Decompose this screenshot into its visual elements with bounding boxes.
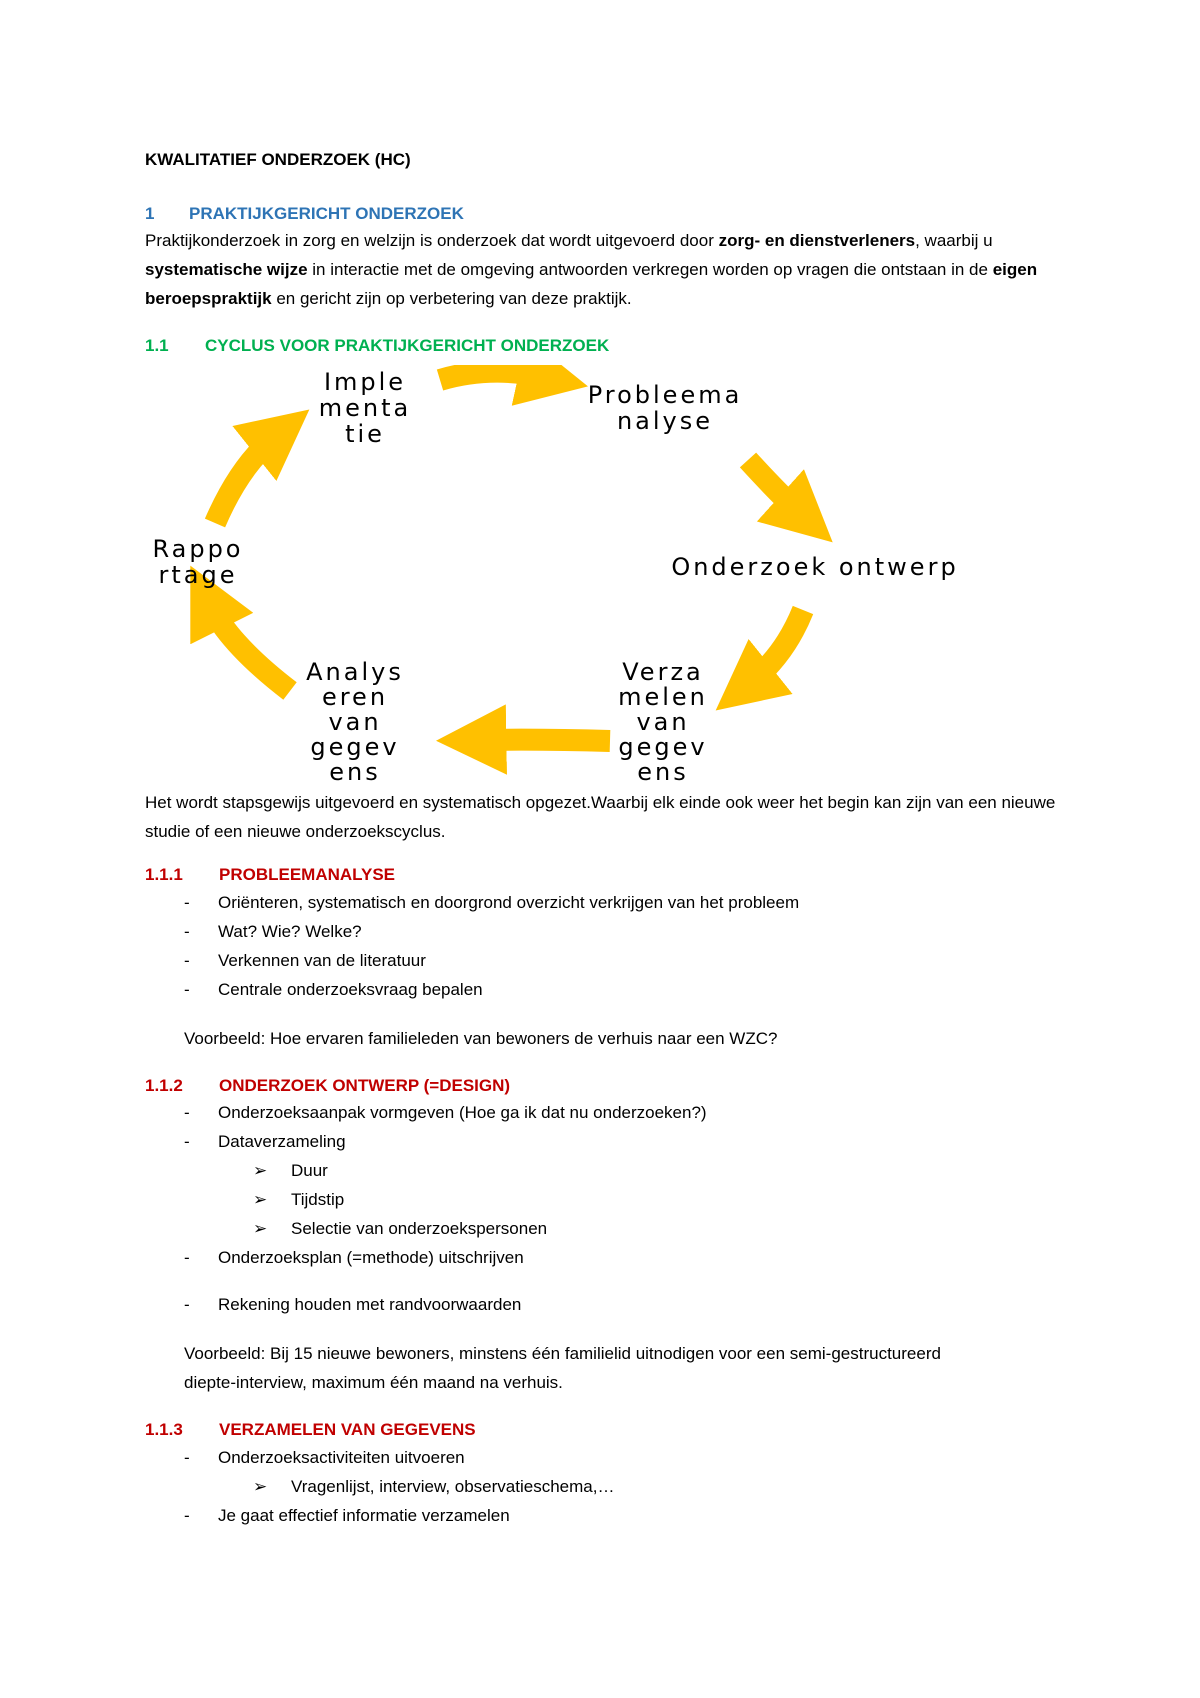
list-item (184, 917, 799, 946)
heading-text: PRAKTIJKGERICHT ONDERZOEK (189, 204, 464, 223)
sub-list-item-text: Vragenlijst, interview, observatieschema,… (291, 1477, 615, 1496)
bullet-dash: - (184, 1103, 190, 1122)
list-item (184, 1501, 510, 1530)
list-item (184, 946, 799, 975)
heading-verzamelen-van-gegevens (145, 1420, 476, 1440)
step-label-line: eren (321, 683, 389, 711)
verzamelen-list (184, 1443, 465, 1472)
intro-text: en gericht zijn op verbetering van deze praktijk. (271, 289, 632, 308)
step-label-line: Analys (306, 658, 404, 686)
research-cycle-diagram (140, 365, 1040, 795)
list-item-text: Centrale onderzoeksvraag bepalen (218, 980, 483, 999)
arrow-to-verzamelen (750, 610, 803, 683)
arrow-to-analyseren (480, 740, 610, 741)
intro-text: , waarbij u (915, 231, 993, 250)
heading-onderzoek-ontwerp (145, 1076, 510, 1096)
dataverzameling-sublist (253, 1156, 547, 1243)
bullet-dash: - (184, 980, 190, 999)
step-rapportage (152, 535, 243, 589)
list-item-text: Wat? Wie? Welke? (218, 922, 362, 941)
heading-number: 1.1.3 (145, 1420, 183, 1439)
bullet-dash: - (184, 893, 190, 912)
list-item-text: Onderzoeksaanpak vormgeven (Hoe ga ik dat nu onderzoeken?) (218, 1103, 707, 1122)
bullet-dash: - (184, 1506, 190, 1525)
step-label-line: gegev (618, 733, 708, 761)
sub-list-item-text: Selectie van onderzoekspersonen (291, 1219, 548, 1238)
bullet-dash: - (184, 1448, 190, 1467)
intro-bold-text: eigen beroepspraktijk (145, 260, 1038, 308)
step-label-line: van (636, 708, 690, 736)
step-analyseren (306, 658, 404, 786)
heading-probleemanalyse (145, 865, 395, 885)
bullet-dash: - (184, 1248, 190, 1267)
step-verzamelen (618, 658, 708, 786)
arrow-to-rapportage (210, 605, 290, 691)
heading-text: CYCLUS VOOR PRAKTIJKGERICHT ONDERZOEK (205, 336, 610, 355)
list-item-text: Oriënteren, systematisch en doorgrond overzicht verkrijgen van het probleem (218, 893, 800, 912)
document-title: KWALITATIEF ONDERZOEK (HC) (145, 150, 411, 169)
step-label-line: melen (618, 683, 708, 711)
ontwerp-list-continued (184, 1243, 524, 1272)
list-item-text: Onderzoeksactiviteiten uitvoeren (218, 1448, 465, 1467)
sub-list-item (253, 1472, 614, 1501)
verzamelen-sublist (253, 1472, 614, 1501)
bullet-dash: - (184, 951, 190, 970)
heading-number: 1.1 (145, 336, 169, 355)
intro-bold-text: zorg- en dienstverleners (718, 231, 916, 250)
list-item (184, 1127, 707, 1156)
arrow-bullet-icon: ➢ (253, 1161, 268, 1180)
arrow-bullet-icon: ➢ (253, 1477, 268, 1496)
arrow-bullet-icon: ➢ (253, 1190, 268, 1209)
list-item (184, 1098, 707, 1127)
bullet-dash: - (184, 1295, 190, 1314)
verzamelen-list-continued (184, 1501, 510, 1530)
list-item-text: Je gaat effectief informatie verzamelen (218, 1506, 510, 1525)
ontwerp-example: Voorbeeld: Bij 15 nieuwe bewoners, minstens één familielid uitnodigen voor een semi-gestructureerd diepte-interview, maximum één maand na verhuis. (184, 1344, 941, 1392)
step-label-line: Imple (323, 368, 407, 396)
probleemanalyse-list (184, 888, 799, 1004)
list-item-text: Onderzoeksplan (=methode) uitschrijven (218, 1248, 524, 1267)
step-label-line: Rappo (152, 535, 244, 563)
list-item-text: Verkennen van de literatuur (218, 951, 426, 970)
step-label-line: menta (318, 394, 412, 422)
arrow-bullet-icon: ➢ (253, 1219, 268, 1238)
sub-list-item (253, 1185, 547, 1214)
list-item (184, 975, 799, 1004)
step-label-line: van (328, 708, 382, 736)
list-item-text: Dataverzameling (218, 1132, 346, 1151)
sub-list-item (253, 1214, 547, 1243)
arrow-to-implementatie (215, 437, 275, 523)
arrow-to-probleemanalyse (440, 372, 545, 380)
intro-paragraph (145, 226, 1075, 313)
intro-text: Praktijkonderzoek in zorg en welzijn is onderzoek dat wordt uitgevoerd door (145, 231, 719, 250)
ontwerp-list (184, 1098, 707, 1156)
step-label-line: Verza (622, 658, 704, 686)
list-item (184, 1443, 465, 1472)
heading-praktijkgericht-onderzoek (145, 204, 464, 224)
heading-text: ONDERZOEK ONTWERP (=DESIGN) (219, 1076, 511, 1095)
list-item (184, 888, 799, 917)
arrow-to-ontwerp (748, 460, 800, 513)
bullet-dash: - (184, 1132, 190, 1151)
sub-list-item (253, 1156, 547, 1185)
cycle-description: Het wordt stapsgewijs uitgevoerd en systematisch opgezet.Waarbij elk einde ook weer het begin kan zijn van een nieuwe studie of een nieuwe onderzoekscyclus. (145, 793, 1056, 841)
step-implementatie (319, 368, 411, 448)
list-item (184, 1243, 524, 1272)
step-label-line: Probleema (587, 381, 743, 409)
heading-text: VERZAMELEN VAN GEGEVENS (219, 1420, 476, 1439)
step-probleemanalyse (588, 381, 743, 435)
heading-text: PROBLEEMANALYSE (219, 865, 396, 884)
heading-number: 1.1.2 (145, 1076, 183, 1095)
list-item (184, 1290, 521, 1319)
step-label-line: gegev (310, 733, 400, 761)
sub-list-item-text: Duur (291, 1161, 328, 1180)
heading-number: 1 (145, 204, 155, 223)
step-label-line: tie (345, 420, 385, 448)
intro-bold-text: systematische wijze (145, 260, 308, 279)
probleemanalyse-example: Voorbeeld: Hoe ervaren familieleden van bewoners de verhuis naar een WZC? (184, 1029, 778, 1048)
step-onderzoek-ontwerp (671, 553, 958, 581)
step-label-line: nalyse (616, 407, 714, 435)
bullet-dash: - (184, 922, 190, 941)
step-label-line: rtage (158, 561, 238, 589)
step-label-line: ens (637, 758, 689, 786)
heading-cyclus (145, 336, 609, 356)
ontwerp-list-final (184, 1290, 521, 1319)
step-label-line: ens (329, 758, 381, 786)
heading-number: 1.1.1 (145, 865, 183, 884)
list-item-text: Rekening houden met randvoorwaarden (218, 1295, 522, 1314)
sub-list-item-text: Tijdstip (291, 1190, 345, 1209)
step-label-line: Onderzoek ontwerp (671, 553, 959, 581)
intro-text: in interactie met de omgeving antwoorden verkregen worden op vragen die ontstaan in de (307, 260, 993, 279)
